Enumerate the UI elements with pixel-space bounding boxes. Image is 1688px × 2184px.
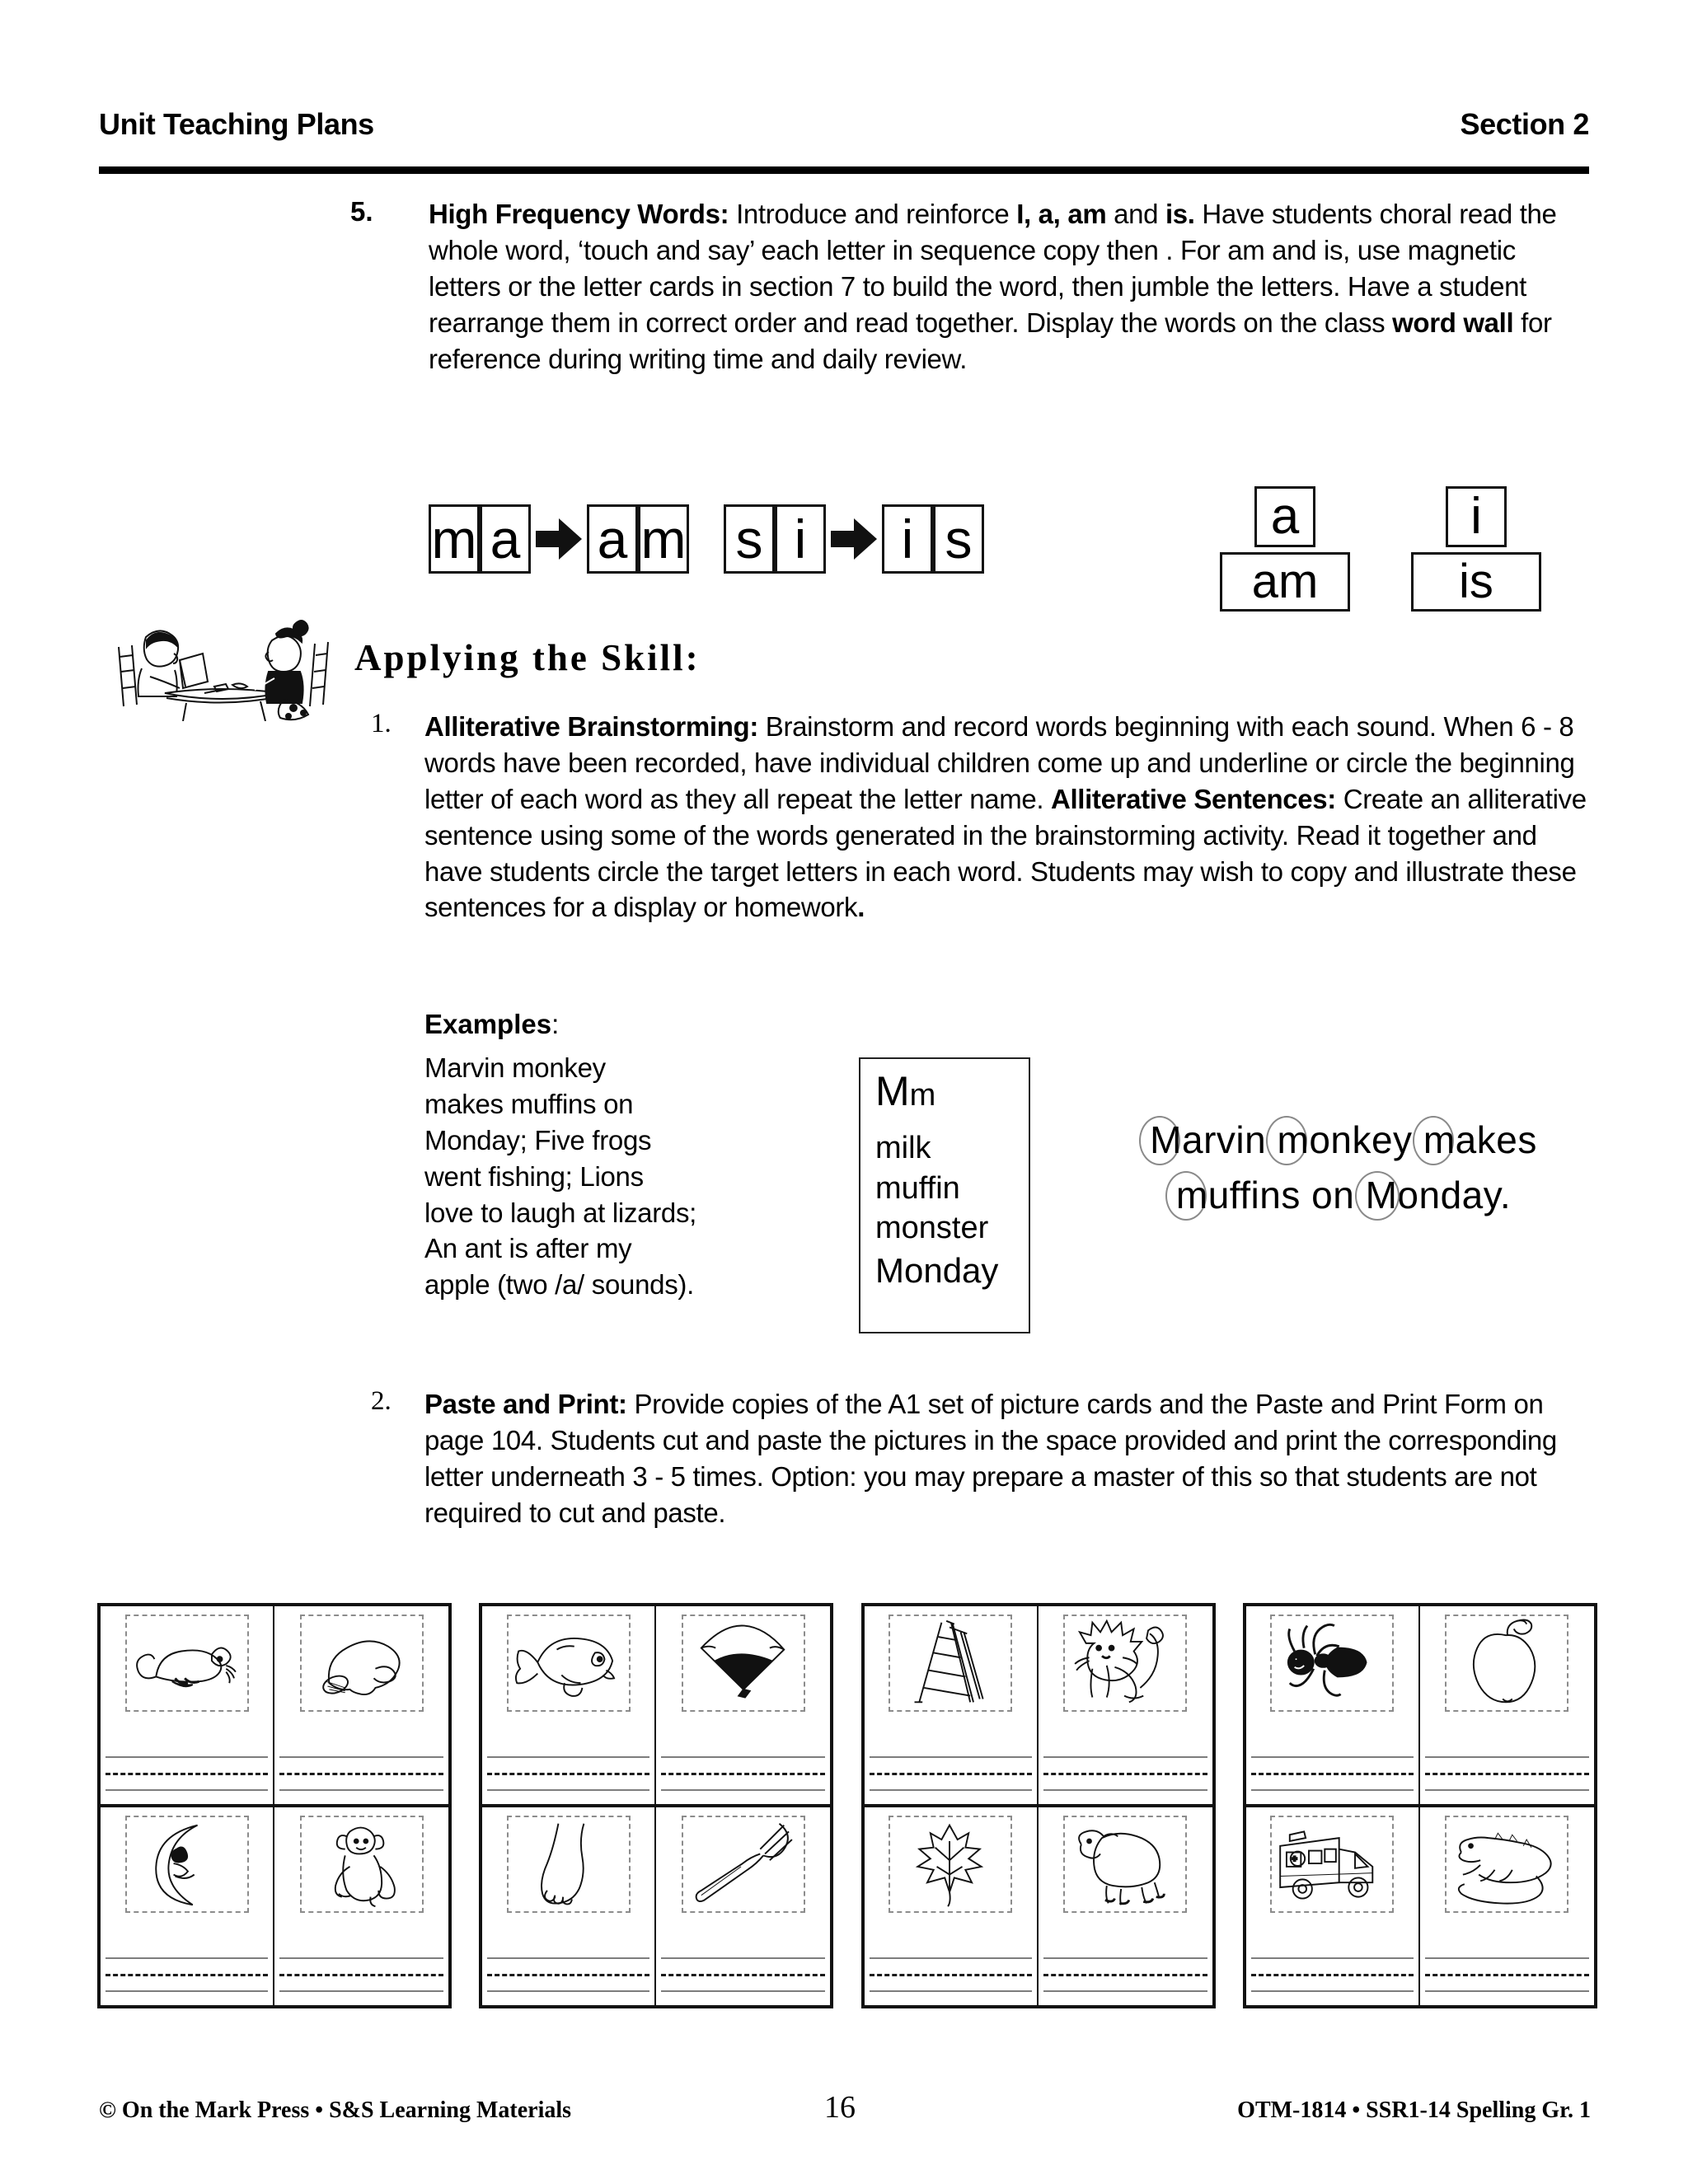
writing-lines (1251, 1957, 1414, 1992)
mm-word-monster: monster (875, 1211, 989, 1246)
header-left-title: Unit Teaching Plans (99, 107, 374, 141)
circled-word-monday (1366, 1168, 1512, 1223)
circled-word-makes (1423, 1113, 1537, 1168)
mm-word-list-box (859, 1057, 1030, 1333)
picture-card-cell-mouse (101, 1606, 274, 1804)
writing-lines (279, 1957, 443, 1992)
list-item-2 (371, 1386, 1591, 1531)
circled-word-muffins (1176, 1168, 1301, 1223)
panel-row (1246, 1807, 1594, 2005)
alligator-icon (1445, 1816, 1568, 1913)
writing-lines (661, 1957, 825, 1992)
ladder-icon (889, 1615, 1012, 1712)
alliterative-sentences-label: Alliterative Sentences: (1051, 783, 1336, 814)
footer-copyright: © On the Mark Press • S&S Learning Materials (99, 2097, 572, 2123)
header-divider-rule (99, 165, 1589, 174)
picture-card-cell-alligator (1420, 1807, 1594, 2005)
word-rest-arvin: arvin (1181, 1118, 1267, 1161)
alliterative-sentence-line-1 (1096, 1113, 1591, 1168)
letter-tile-i2: i (882, 504, 933, 574)
word-on-first: o (1311, 1173, 1334, 1216)
list-item-5 (350, 196, 1587, 377)
right-arrow-icon-2 (831, 518, 877, 560)
mm-title-capital: M (875, 1068, 910, 1114)
alliterative-sentence-line-2 (1096, 1168, 1591, 1223)
letter-tile-s1: s (724, 504, 775, 574)
panel-row (865, 1807, 1212, 2005)
letter-tile-m1: m (429, 504, 480, 574)
panel-row (482, 1807, 830, 2005)
writing-lines (487, 1957, 649, 1992)
picture-card-cell-lamb (1039, 1807, 1212, 2005)
page-header (99, 107, 1589, 142)
picture-card-cell-apple (1420, 1606, 1594, 1804)
footer-product-code: OTM-1814 • SSR1-14 Spelling Gr. 1 (1237, 2097, 1591, 2123)
examples-label (424, 1009, 559, 1040)
writing-lines (279, 1756, 443, 1791)
list-item-2-text (424, 1386, 1591, 1531)
panel-row (1246, 1606, 1594, 1807)
picture-card-panel-a (1243, 1603, 1597, 2008)
mm-word-monday: Monday (875, 1250, 999, 1290)
item5-bold-words: I, a, am (1016, 199, 1107, 229)
picture-card-cell-ladder (865, 1606, 1039, 1804)
word-rest-akes: akes (1455, 1118, 1537, 1161)
letter-tile-a1: a (480, 504, 531, 574)
word-card-letter-i: i (1446, 486, 1507, 547)
mm-title-lowercase: m (909, 1078, 936, 1113)
lion-icon (1063, 1615, 1187, 1712)
list-item-5-text (429, 196, 1587, 377)
alliterative-brainstorming-label: Alliterative Brainstorming: (424, 711, 758, 742)
page-footer (99, 2090, 1591, 2125)
mouse-icon (125, 1615, 249, 1712)
mm-box-title (875, 1068, 1029, 1114)
foot-icon (507, 1816, 631, 1913)
example-line: Marvin monkey (424, 1052, 606, 1083)
item1-text-1: Brainstorm and record words beginning with each sound. When 6 - 8 words have been recorded, have individual children come up and underline or circle the beginning letter of each word as they all repeat the letter name. (424, 711, 1575, 814)
circled-letter-M: M (1150, 1118, 1182, 1161)
word-rest-onkey: onkey (1309, 1118, 1413, 1161)
word-rest-onday: onday. (1397, 1173, 1512, 1216)
picture-card-cell-monkey (274, 1807, 448, 2005)
circled-letter-m-3: m (1175, 1173, 1208, 1216)
word-card-am (1220, 486, 1350, 612)
fish-icon (507, 1615, 631, 1712)
panel-row (865, 1606, 1212, 1807)
picture-card-cell-moon (101, 1807, 274, 2005)
picture-card-panel-l (861, 1603, 1216, 2008)
example-line: makes muffins on (424, 1088, 634, 1119)
word-on-rest: n (1333, 1173, 1355, 1216)
letter-tile-s2: s (933, 504, 984, 574)
letter-tile-i1: i (775, 504, 826, 574)
picture-card-cell-foot (482, 1807, 656, 2005)
writing-lines (870, 1756, 1032, 1791)
writing-lines (1043, 1756, 1207, 1791)
picture-card-cell-fan (656, 1606, 830, 1804)
picture-card-panel-f (479, 1603, 833, 2008)
word-card-word-is: is (1411, 552, 1541, 612)
picture-card-panels (97, 1603, 1597, 2008)
item1-text-end: . (857, 892, 865, 923)
word-on (1311, 1174, 1354, 1216)
writing-lines (870, 1957, 1032, 1992)
picture-card-cell-ant (1246, 1606, 1420, 1804)
examples-label-colon: : (551, 1009, 560, 1039)
list-item-1 (371, 709, 1591, 926)
item5-text-2: and (1106, 199, 1165, 229)
paste-and-print-label: Paste and Print: (424, 1389, 627, 1419)
header-right-title: Section 2 (1460, 107, 1589, 141)
list-item-2-number: 2. (371, 1386, 392, 1416)
panel-row (101, 1807, 448, 2005)
mm-word-milk: milk (875, 1131, 931, 1165)
letter-tile-strip (429, 504, 984, 574)
circled-letter-m-2: m (1423, 1118, 1456, 1161)
example-line: went fishing; Lions (424, 1160, 644, 1192)
word-card-group (1220, 486, 1541, 612)
writing-lines (106, 1957, 268, 1992)
word-card-is (1411, 486, 1541, 612)
example-line: An ant is after my (424, 1233, 632, 1264)
item5-text-3: Have students choral read the whole word, ‘touch and say’ each letter in sequence copy then . For am and is, use magnetic letters or the letter cards in section 7 to build the word, then jumble the letters. Have a student rearrange them in correct order and read together. Display the words on the class (429, 199, 1557, 338)
list-item-5-number: 5. (350, 196, 373, 227)
writing-lines (487, 1756, 649, 1791)
writing-lines (1425, 1756, 1589, 1791)
list-item-1-text (424, 709, 1591, 926)
letter-tile-a2: a (587, 504, 638, 574)
lamb-icon (1063, 1816, 1187, 1913)
writing-lines (106, 1756, 268, 1791)
example-line: Monday; Five frogs (424, 1124, 652, 1155)
mitten-icon (300, 1615, 424, 1712)
applying-the-skill-heading: Applying the Skill: (354, 637, 701, 678)
letter-tile-m2: m (638, 504, 689, 574)
right-arrow-icon (536, 518, 582, 560)
picture-card-panel-m (97, 1603, 452, 2008)
high-frequency-words-label: High Frequency Words: (429, 199, 729, 229)
list-item-1-number: 1. (371, 709, 392, 738)
alliterative-sentence-sample (1096, 1113, 1591, 1222)
panel-row (101, 1606, 448, 1807)
ambulance-icon (1270, 1816, 1394, 1913)
writing-lines (1251, 1756, 1414, 1791)
picture-card-cell-fish (482, 1606, 656, 1804)
word-card-letter-a: a (1254, 486, 1315, 547)
circled-word-monkey (1277, 1113, 1412, 1168)
leaf-icon (889, 1816, 1012, 1913)
writing-lines (1043, 1957, 1207, 1992)
page-number: 16 (824, 2090, 856, 2125)
example-line: apple (two /a/ sounds). (424, 1269, 694, 1301)
word-card-word-am: am (1220, 552, 1350, 612)
examples-text-column (424, 1050, 828, 1303)
picture-card-cell-lion (1039, 1606, 1212, 1804)
monkey-icon (300, 1816, 424, 1913)
word-rest-uffins: uffins (1207, 1173, 1301, 1216)
fork-icon (682, 1816, 805, 1913)
circled-letter-m-1: m (1277, 1118, 1310, 1161)
ant-icon (1270, 1615, 1394, 1712)
picture-card-cell-leaf (865, 1807, 1039, 2005)
circled-letter-M-2: M (1365, 1173, 1398, 1216)
circled-word-marvin (1150, 1113, 1266, 1168)
mm-word-muffin: muffin (875, 1170, 960, 1206)
apple-icon (1445, 1615, 1568, 1712)
two-children-at-table-illustration (107, 614, 354, 721)
item2-text: Provide copies of the A1 set of picture cards and the Paste and Print Form on page 104. Students cut and paste the pictures in the space provided and print the corresponding letter underneath 3 - 5 times. Option: you may prepare a master of this so that students are not required to cut and paste. (424, 1389, 1557, 1528)
writing-lines (1425, 1957, 1589, 1992)
picture-card-cell-fork (656, 1807, 830, 2005)
item1-text-2: Create an alliterative sentence using some of the words generated in the brainstorming activity. Read it together and have students circle the target letters in each word. Students may wish to copy and illustrate these sentences for a display or homework (424, 783, 1587, 923)
fan-icon (682, 1615, 805, 1712)
item5-bold-is: is. (1165, 199, 1195, 229)
examples-label-word: Examples (424, 1009, 552, 1039)
panel-row (482, 1606, 830, 1807)
item5-text-1: Introduce and reinforce (729, 199, 1017, 229)
item5-bold-word-wall: word wall (1392, 307, 1514, 338)
moon-icon (125, 1816, 249, 1913)
picture-card-cell-mitten (274, 1606, 448, 1804)
picture-card-cell-ambulance (1246, 1807, 1420, 2005)
example-line: love to laugh at lizards; (424, 1197, 697, 1228)
item5-text-4: for reference during writing time and daily review. (429, 307, 1552, 374)
writing-lines (661, 1756, 825, 1791)
